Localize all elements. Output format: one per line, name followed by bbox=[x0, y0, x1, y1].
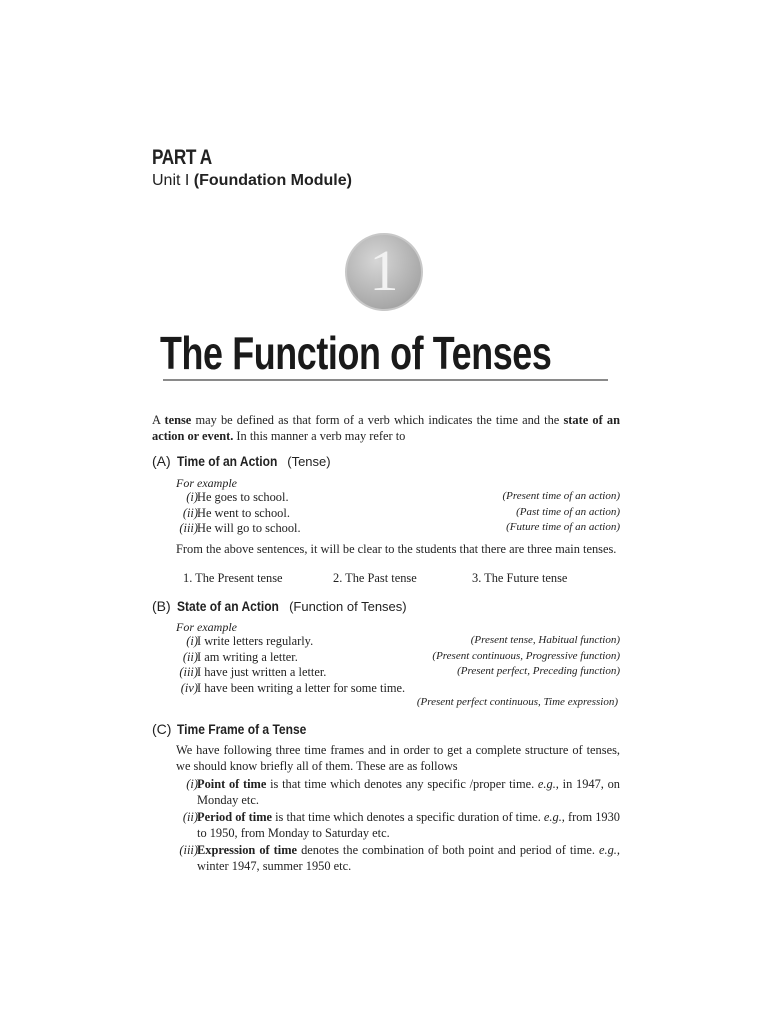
item-number: (iii) bbox=[179, 843, 198, 857]
unit-label: Unit I bbox=[152, 172, 190, 189]
intro-paragraph bbox=[152, 412, 620, 444]
chapter-number: 1 bbox=[369, 238, 399, 303]
item-term: Expression of time bbox=[197, 843, 298, 857]
item-text-2: winter 1947, summer 1950 etc. bbox=[197, 859, 352, 873]
example-number: (iii) bbox=[179, 521, 198, 535]
item-eg: e.g., bbox=[598, 843, 620, 857]
example-note: (Present tense, Habitual function) bbox=[470, 634, 620, 646]
item-text-2: in 1947, on Monday etc. bbox=[197, 777, 620, 807]
tense-list-item: 2. The Past tense bbox=[333, 571, 417, 585]
item-text bbox=[197, 809, 620, 841]
section-a-heading bbox=[152, 453, 331, 469]
item-text bbox=[197, 842, 620, 874]
section-a-letter: (A) bbox=[152, 453, 171, 469]
item-text bbox=[197, 776, 620, 808]
title-underline bbox=[163, 379, 608, 381]
item-number: (i) bbox=[186, 777, 198, 791]
item-eg: e.g., bbox=[537, 777, 559, 791]
example-number: (i) bbox=[186, 634, 198, 648]
example-sentence: I have been writing a letter for some time. bbox=[197, 681, 406, 695]
example-note: (Past time of an action) bbox=[516, 506, 620, 518]
example-note: (Present continuous, Progressive function) bbox=[432, 650, 620, 662]
section-c-heading bbox=[152, 721, 318, 737]
example-number: (iii) bbox=[179, 665, 198, 679]
intro-term-state: state of an action or event. bbox=[152, 413, 620, 443]
section-c-intro: We have following three time frames and in order to get a complete structure of tenses, we should know briefly all of them. These are as follows bbox=[176, 743, 620, 773]
tense-list-item: 3. The Future tense bbox=[472, 571, 568, 585]
example-sentence: I have just written a letter. bbox=[197, 665, 327, 679]
intro-text-1: A bbox=[152, 413, 165, 427]
item-text-1: is that time which denotes any specific /proper time. bbox=[266, 777, 538, 791]
item-number: (ii) bbox=[182, 810, 198, 824]
example-sentence: He goes to school. bbox=[197, 490, 289, 504]
section-b-for-example: For example bbox=[176, 620, 237, 634]
time-frame-item bbox=[162, 776, 620, 808]
example-number: (ii) bbox=[182, 506, 198, 520]
item-term: Point of time bbox=[197, 777, 267, 791]
tense-list-item: 1. The Present tense bbox=[183, 571, 283, 585]
section-a-example-row bbox=[162, 521, 620, 537]
example-sentence: He went to school. bbox=[197, 506, 290, 520]
item-eg: e.g., bbox=[543, 810, 565, 824]
time-frame-item bbox=[162, 809, 620, 841]
section-a-for-example: For example bbox=[176, 476, 237, 490]
section-b-example-row bbox=[162, 665, 620, 681]
chapter-title: The Function of Tenses bbox=[160, 327, 552, 379]
item-text-1: denotes the combination of both point and period of time. bbox=[297, 843, 599, 857]
section-c-letter: (C) bbox=[152, 721, 172, 737]
example-sentence: I am writing a letter. bbox=[197, 650, 298, 664]
section-a-summary: From the above sentences, it will be clear to the students that there are three main tenses. bbox=[176, 542, 617, 556]
item-term: Period of time bbox=[197, 810, 273, 824]
section-b-example-row bbox=[162, 634, 620, 650]
intro-text-3: In this manner a verb may refer to bbox=[233, 429, 406, 443]
section-b-heading bbox=[152, 598, 407, 614]
intro-text-2: may be defined as that form of a verb which indicates the time and the bbox=[191, 413, 564, 427]
example-sentence: I write letters regularly. bbox=[197, 634, 314, 648]
example-note: (Present perfect, Preceding function) bbox=[457, 665, 620, 677]
example-sentence: He will go to school. bbox=[197, 521, 301, 535]
section-b-sub: (Function of Tenses) bbox=[289, 599, 407, 614]
section-a-name: Time of an Action bbox=[176, 453, 278, 469]
intro-term-tense: tense bbox=[164, 413, 192, 427]
unit-heading bbox=[152, 172, 352, 190]
chapter-number-badge bbox=[345, 233, 423, 311]
section-b-name: State of an Action bbox=[176, 598, 279, 614]
section-c-name: Time Frame of a Tense bbox=[177, 721, 307, 737]
section-a-example-row bbox=[162, 490, 620, 506]
section-b-example-row bbox=[162, 650, 620, 666]
module-label: (Foundation Module) bbox=[193, 172, 352, 189]
item-text-2: from 1930 to 1950, from Monday to Saturday etc. bbox=[197, 810, 620, 840]
section-a-example-row bbox=[162, 506, 620, 522]
section-a-sub: (Tense) bbox=[287, 454, 331, 469]
section-b-letter: (B) bbox=[152, 598, 171, 614]
example-number: (iv) bbox=[180, 681, 198, 695]
time-frame-item bbox=[162, 842, 620, 874]
example-note: (Present time of an action) bbox=[502, 490, 620, 502]
example-number: (i) bbox=[186, 490, 198, 504]
example-note: (Present perfect continuous, Time expression) bbox=[416, 696, 618, 708]
part-title: PART A bbox=[152, 146, 212, 169]
example-number: (ii) bbox=[182, 650, 198, 664]
item-text-1: is that time which denotes a specific duration of time. bbox=[272, 810, 544, 824]
section-b-example-row bbox=[162, 681, 620, 697]
example-note: (Future time of an action) bbox=[506, 521, 620, 533]
